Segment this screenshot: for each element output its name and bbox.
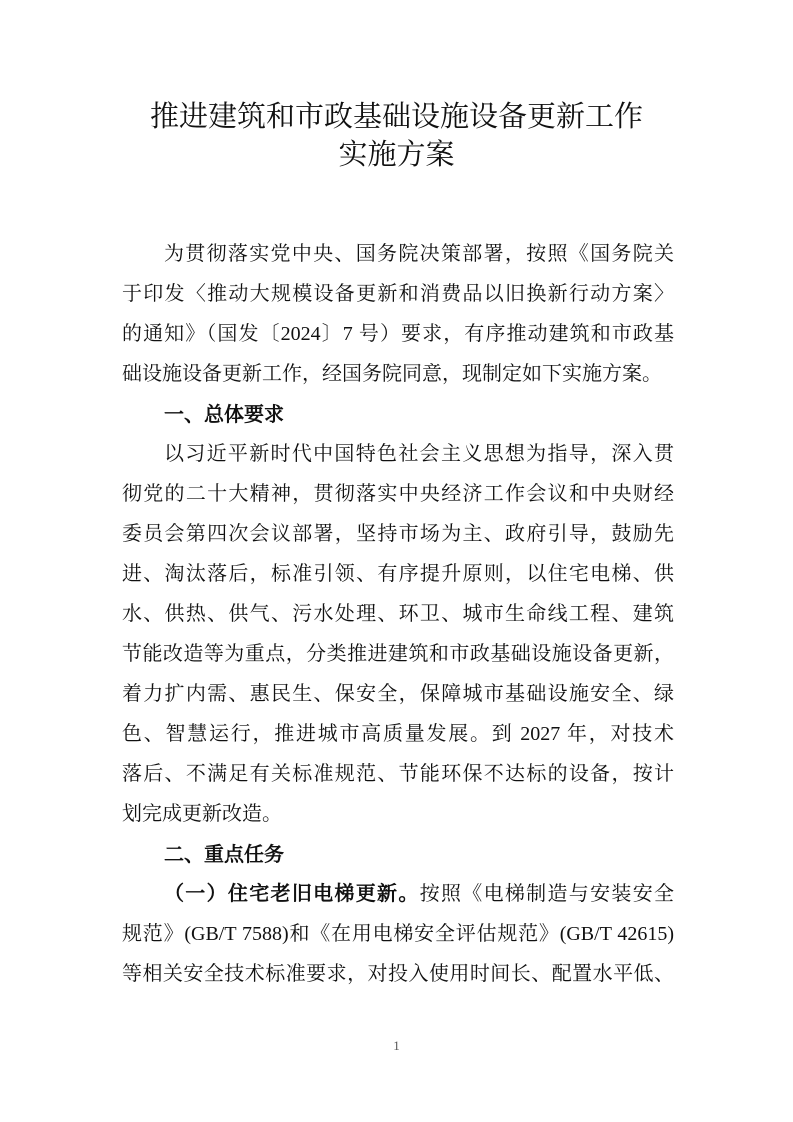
text-line: 进、淘汰落后，标准引领、有序提升原则，以住宅电梯、供: [122, 563, 674, 585]
text-line: 着力扩内需、惠民生、保安全，保障城市基础设施安全、绿: [122, 683, 674, 705]
text-line: [122, 874, 674, 914]
text-line: 于印发〈推动大规模设备更新和消费品以旧换新行动方案〉: [122, 283, 674, 305]
subsection-lead-rest: 按照《电梯制造与安装安全: [419, 883, 675, 905]
text-line: 为贯彻落实党中央、国务院决策部署，按照《国务院关: [164, 243, 674, 265]
text-line: 节能改造等为重点，分类推进建筑和市政基础设施设备更新，: [122, 643, 674, 665]
title-line-2: 实施方案: [338, 139, 455, 171]
text-line: 水、供热、供气、污水处理、环卫、城市生命线工程、建筑: [122, 603, 674, 625]
text-line: 划完成更新改造。: [122, 803, 282, 825]
title-line-1: 推进建筑和市政基础设施设备更新工作: [149, 101, 643, 133]
text-line: 彻党的二十大精神，贯彻落实中央经济工作会议和中央财经: [122, 483, 674, 505]
text-line: 等相关安全技术标准要求，对投入使用时间长、配置水平低、: [122, 963, 674, 985]
text-line: 础设施设备更新工作，经国务院同意，现制定如下实施方案。: [122, 363, 662, 385]
document-title: [0, 98, 793, 174]
text-line: 落后、不满足有关标准规范、节能环保不达标的设备，按计: [122, 763, 674, 785]
text-line: 的通知》（国发〔2024〕7 号）要求，有序推动建筑和市政基: [122, 323, 674, 345]
section-heading-key-tasks: 二、重点任务: [164, 842, 284, 866]
section-heading-overall-requirements: 一、总体要求: [164, 402, 284, 426]
subsection-elevator-renewal: [122, 874, 674, 994]
text-line: 以习近平新时代中国特色社会主义思想为指导，深入贯: [164, 443, 674, 465]
subsection-lead-title: （一）住宅老旧电梯更新。: [164, 883, 420, 905]
text-line: 委员会第四次会议部署，坚持市场为主、政府引导，鼓励先: [122, 523, 674, 545]
overall-requirements-paragraph: [122, 434, 674, 834]
page-number: 1: [393, 1038, 400, 1053]
preamble-paragraph: [122, 234, 674, 394]
text-line: 色、智慧运行，推进城市高质量发展。到 2027 年，对技术: [122, 723, 674, 745]
document-body: [122, 234, 674, 994]
text-line: 规范》(GB/T 7588)和《在用电梯安全评估规范》(GB/T 42615): [122, 923, 674, 945]
